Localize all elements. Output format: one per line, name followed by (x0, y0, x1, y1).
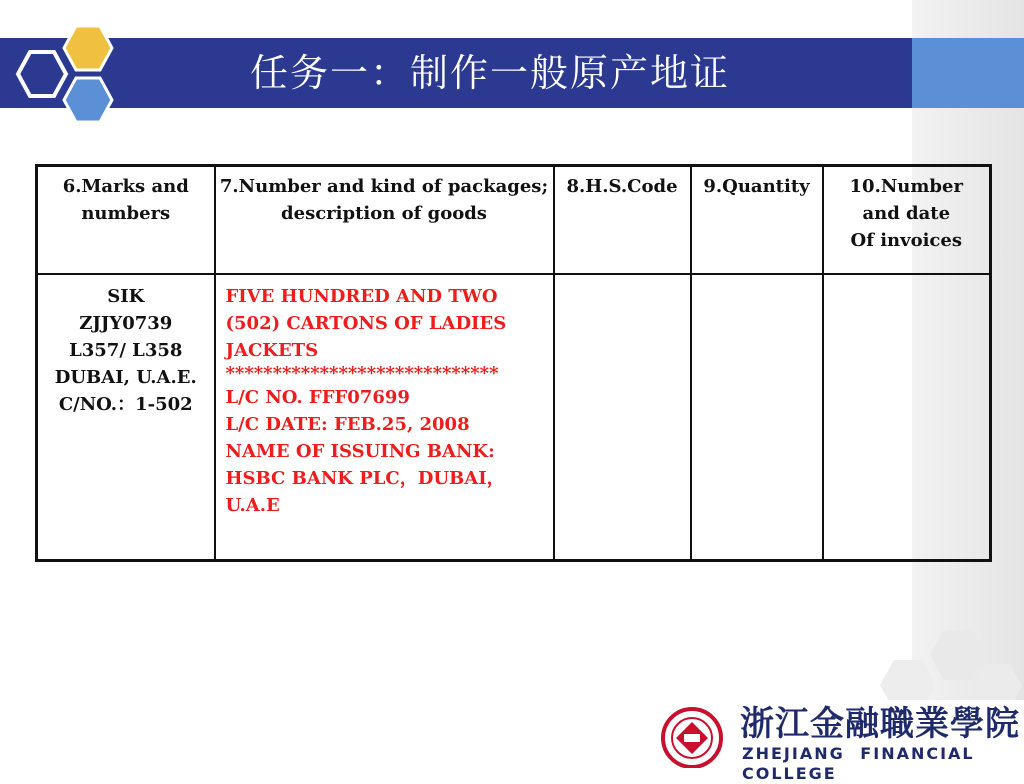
header-marks: 6.Marks and numbers (37, 166, 215, 275)
marks-line: L357/ L358 (69, 340, 183, 361)
header-description: 7.Number and kind of packages; description of goods (215, 166, 554, 275)
marks-cell (37, 274, 215, 561)
page-title: 任务一：制作一般原产地证 (250, 51, 731, 95)
header-hs-code: 8.H.S.Code (554, 166, 691, 275)
description-line: JACKETS (225, 340, 319, 361)
description-line: HSBC BANK PLC，DUBAI， (225, 468, 505, 489)
hs-code-cell (554, 274, 691, 561)
invoice-cell (823, 274, 991, 561)
marks-line: DUBAI, U.A.E. (54, 367, 197, 388)
hexagon-decor-icon (8, 22, 128, 132)
description-line: FIVE HUNDRED AND TWO (225, 286, 498, 307)
description-line: NAME OF ISSUING BANK: (225, 441, 495, 462)
marks-line: SIK (107, 286, 145, 307)
description-line: L/C DATE: FEB.25, 2008 (225, 414, 470, 435)
description-line: L/C NO. FFF07699 (225, 387, 410, 408)
header-invoice: 10.Number and date Of invoices (823, 166, 991, 275)
table-row (37, 274, 991, 561)
title-bar-accent (912, 38, 1024, 108)
description-line: ***************************** (225, 363, 499, 384)
certificate-table (35, 164, 992, 562)
college-name-chinese: 浙江金融職業學院 (740, 704, 1020, 744)
description-line: (502) CARTONS OF LADIES (225, 313, 507, 334)
quantity-cell (691, 274, 823, 561)
college-name-english: ZHEJIANG FINANCIAL COLLEGE (742, 744, 975, 783)
description-cell (215, 274, 554, 561)
table-header-row (37, 166, 991, 275)
marks-line: ZJJY0739 (79, 313, 173, 334)
marks-line: C/NO.：1-502 (58, 394, 193, 415)
college-seal-icon (655, 704, 729, 768)
description-line: U.A.E (225, 495, 280, 516)
header-quantity: 9.Quantity (691, 166, 823, 275)
